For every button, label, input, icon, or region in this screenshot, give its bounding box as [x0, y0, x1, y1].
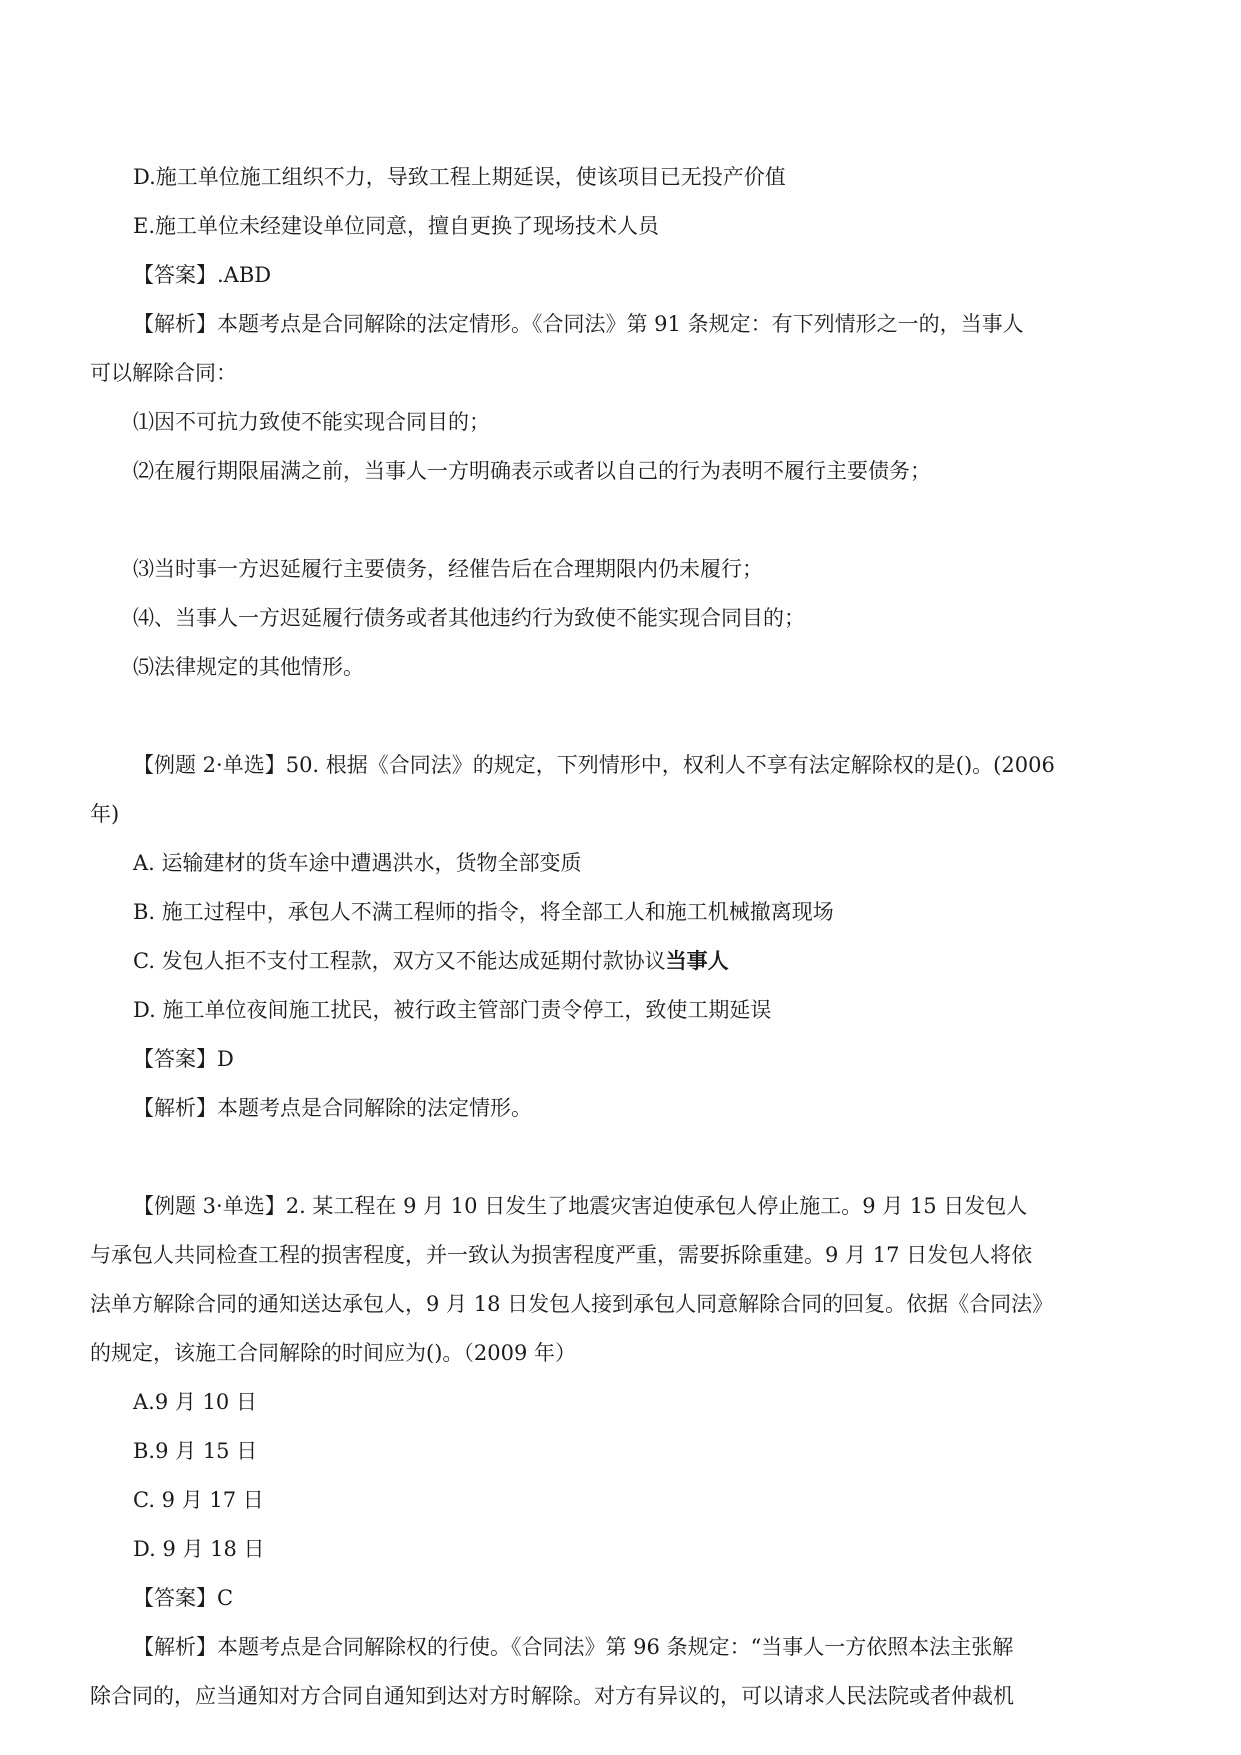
- q2-option-c: [133, 946, 729, 976]
- q1-answer: 【答案】.ABD: [133, 263, 272, 287]
- q1-item-1: ⑴因不可抗力致使不能实现合同目的；: [133, 410, 490, 434]
- q2-answer: 【答案】D: [133, 1047, 234, 1071]
- q2-option-c-bold: 当事人: [665, 949, 729, 973]
- q3-analysis-line-1: 【解析】本题考点是合同解除权的行使。《合同法》第 96 条规定：“当事人一方依照本法主张解: [133, 1635, 1014, 1659]
- q1-option-e: E.施工单位未经建设单位同意，擅自更换了现场技术人员: [133, 214, 660, 238]
- q1-analysis-line-1: 【解析】本题考点是合同解除的法定情形。《合同法》第 91 条规定：有下列情形之一的，当事人: [133, 312, 1024, 336]
- q3-analysis-line-2: 除合同的，应当通知对方合同自通知到达对方时解除。对方有异议的，可以请求人民法院或者仲裁机: [90, 1684, 1014, 1708]
- q2-option-a: A. 运输建材的货车途中遭遇洪水，货物全部变质: [133, 851, 582, 875]
- q2-option-b: B. 施工过程中，承包人不满工程师的指令，将全部工人和施工机械撤离现场: [133, 900, 834, 924]
- q3-option-d: D. 9 月 18 日: [133, 1537, 265, 1561]
- q2-stem-line-1: 【例题 2·单选】50. 根据《合同法》的规定，下列情形中，权利人不享有法定解除权的是()。(2006: [133, 753, 1055, 777]
- q1-item-3: ⑶当时事一方迟延履行主要债务，经催告后在合理期限内仍未履行；: [133, 557, 763, 581]
- q2-option-c-text: C. 发包人拒不支付工程款，双方又不能达成延期付款协议: [133, 949, 666, 973]
- q1-item-5: ⑸法律规定的其他情形。: [133, 655, 364, 679]
- q1-item-2: ⑵在履行期限届满之前，当事人一方明确表示或者以自己的行为表明不履行主要债务；: [133, 459, 931, 483]
- q3-stem-line-2: 与承包人共同检查工程的损害程度，并一致认为损害程度严重，需要拆除重建。9 月 17 日发包人将依: [90, 1243, 1033, 1267]
- q3-option-a: A.9 月 10 日: [133, 1390, 257, 1414]
- q1-option-d: D.施工单位施工组织不力，导致工程上期延误，使该项目已无投产价值: [133, 165, 786, 189]
- q3-stem-line-3: 法单方解除合同的通知送达承包人，9 月 18 日发包人接到承包人同意解除合同的回复。依据《合同法》: [90, 1292, 1054, 1316]
- q2-analysis: 【解析】本题考点是合同解除的法定情形。: [133, 1096, 532, 1120]
- q3-option-b: B.9 月 15 日: [133, 1439, 258, 1463]
- q3-answer: 【答案】C: [133, 1586, 234, 1610]
- q1-analysis-line-2: 可以解除合同：: [90, 361, 237, 385]
- q3-stem-line-4: 的规定，该施工合同解除的时间应为()。（2009 年）: [90, 1341, 577, 1365]
- q3-option-c: C. 9 月 17 日: [133, 1488, 264, 1512]
- q2-stem-line-2: 年): [90, 802, 120, 826]
- q2-option-d: D. 施工单位夜间施工扰民，被行政主管部门责令停工，致使工期延误: [133, 998, 772, 1022]
- q1-item-4: ⑷、当事人一方迟延履行债务或者其他违约行为致使不能实现合同目的；: [133, 606, 805, 630]
- q3-stem-line-1: 【例题 3·单选】2. 某工程在 9 月 10 日发生了地震灾害迫使承包人停止施工。9 月 15 日发包人: [133, 1194, 1028, 1218]
